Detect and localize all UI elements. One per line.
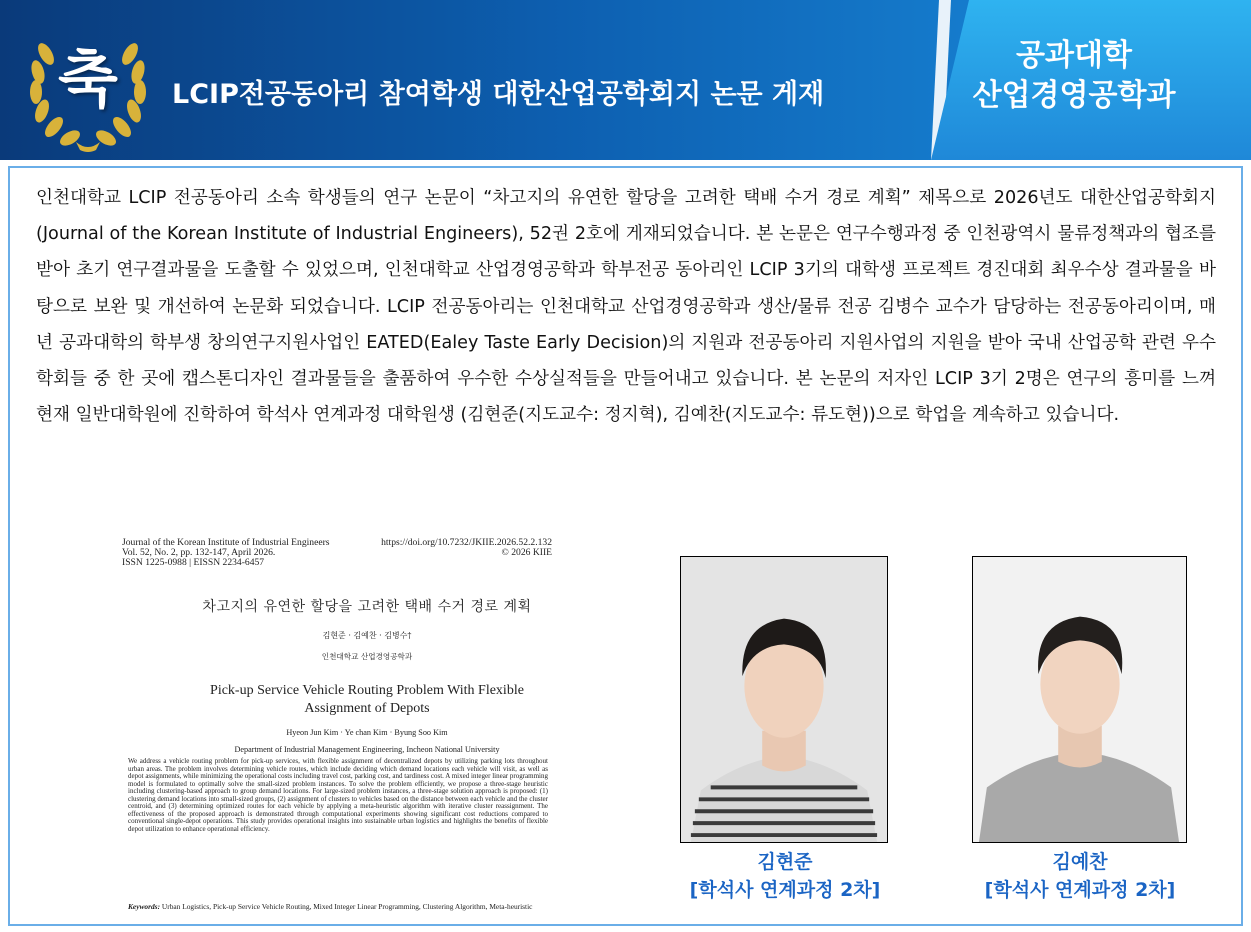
paper-authors-korean: 김현준 · 김예찬 · 김병수† [322, 631, 412, 640]
paper-affiliation-korean: 인천대학교 산업경영공학과 [321, 652, 413, 661]
student-caption-2 [930, 848, 1230, 904]
paper-title-english [122, 682, 612, 718]
header-banner [0, 0, 1251, 160]
journal-name: Journal of the Korean Institute of Industrial Engineers [122, 537, 330, 548]
student-name: 김예찬 [1052, 851, 1108, 873]
paper-affiliation-english: Department of Industrial Management Engineering, Incheon National University [234, 745, 500, 754]
paper-title-english-line1: Pick-up Service Vehicle Routing Problem With Flexible [210, 683, 524, 698]
announcement-text: 인천대학교 LCIP 전공동아리 소속 학생들의 연구 논문이 “차고지의 유연한 할당을 고려한 택배 수거 경로 계획” 제목으로 2026년도 대한산업공학회지(Journal of the Korean Institute of Industrial Engineers), 52권 2호에 게재되었습니다. 본 논문은 연구수행과정 중 인천광역시 물류정책과의 협조를 받아 초기 연구결과물을 도출할 수 있었으며, 인천대학교 산업경영공학과 학부전공 동아리인 LCIP 3기의 대학생 프로젝트 경진대회 최우수상 결과물을 바탕으로 보완 및 개선하여 논문화 되었습니다. LCIP 전공동아리는 인천대학교 산업경영공학과 생산/물류 전공 김병수 교수가 담당하는 전공동아리이며, 매년 공과대학의 학부생 창의연구지원사업인 EATED(Ealey Taste Early Decision)의 지원과 전공동아리 지원사업의 지원을 받아 국내 산업공학 관련 우수학회들 중 한 곳에 캡스톤디자인 결과물들을 출품하여 우수한 수상실적들을 만들어내고 있습니다. 본 논문의 저자인 LCIP 3기 2명은 연구의 흥미를 느껴 현재 일반대학원에 진학하여 학석사 연계과정 대학원생 (김현준(지도교수: 정지혁), 김예찬(지도교수: 류도현))으로 학업을 계속하고 있습니다. [36, 188, 1217, 426]
paper-authors-english: Hyeon Jun Kim · Ye chan Kim · Byung Soo Kim [286, 728, 448, 737]
page-title: LCIP전공동아리 참여학생 대한산업공학회지 논문 게재 [172, 79, 825, 110]
journal-issn: ISSN 1225-0988 | EISSN 2234-6457 [122, 557, 265, 568]
content-frame [8, 166, 1243, 926]
journal-volume: Vol. 52, No. 2, pp. 132-147, April 2026. [122, 547, 276, 558]
paper-title-korean: 차고지의 유연한 할당을 고려한 택배 수거 경로 계획 [202, 599, 532, 615]
paper-abstract: We address a vehicle routing problem for pick-up services, with flexible assignment of decentralized depots by utilizing parking lots throughout urban areas. The problem involves determining vehicle routes, which include deciding which demand locations each vehicle will visit, as well as depot assignments, while minimizing the operational costs including travel cost, parking cost, and tardiness cost. A mixed integer linear programming model is formulated to optimally solve the small-sized problem instances. To solve the problem efficiently, we propose a three-stage heuristic including clustering-based approach to group demand locations. For large-sized problem instances, a three-stage solution approach is proposed: (1) clustering demand locations into small-sized groups, (2) assignment of clusters to vehicles based on the distance between each vehicle and the cluster centroid, and (3) determining optimized routes for each vehicle by applying a meta-heuristic algorithm with iterative cluster reassignment. The effectiveness of the proposed approach is demonstrated through computational experiments showing significant cost reductions compared to conventional single-depot operations. This study provides operational insights into sustainable urban logistics and highlights the benefits of flexible depot utilization to enhance operational efficiency. [128, 757, 548, 833]
celebration-badge: 축 [58, 43, 118, 116]
keywords-label: Keywords: [128, 902, 161, 911]
department-name: 산업경영공학과 [972, 78, 1176, 113]
student-photo-2 [972, 556, 1187, 843]
paper-copyright: © 2026 KIIE [501, 547, 552, 558]
student-photo-1 [680, 556, 888, 843]
keywords-list: Urban Logistics, Pick-up Service Vehicle Routing, Mixed Integer Linear Programming, Clustering Algorithm, Meta-heuristic [161, 902, 533, 911]
student-caption-1 [640, 848, 930, 904]
paper-keywords [128, 903, 548, 912]
student-program: [학석사 연계과정 2차] [689, 879, 881, 901]
paper-doi: https://doi.org/10.7232/JKIIE.2026.52.2.132 [381, 537, 552, 548]
paper-first-page-image [122, 538, 552, 922]
student-name: 김현준 [757, 851, 813, 873]
student-program: [학석사 연계과정 2차] [984, 879, 1176, 901]
department-label [959, 36, 1189, 116]
college-name: 공과대학 [1016, 38, 1132, 73]
paper-title-english-line2: Assignment of Depots [304, 701, 430, 716]
